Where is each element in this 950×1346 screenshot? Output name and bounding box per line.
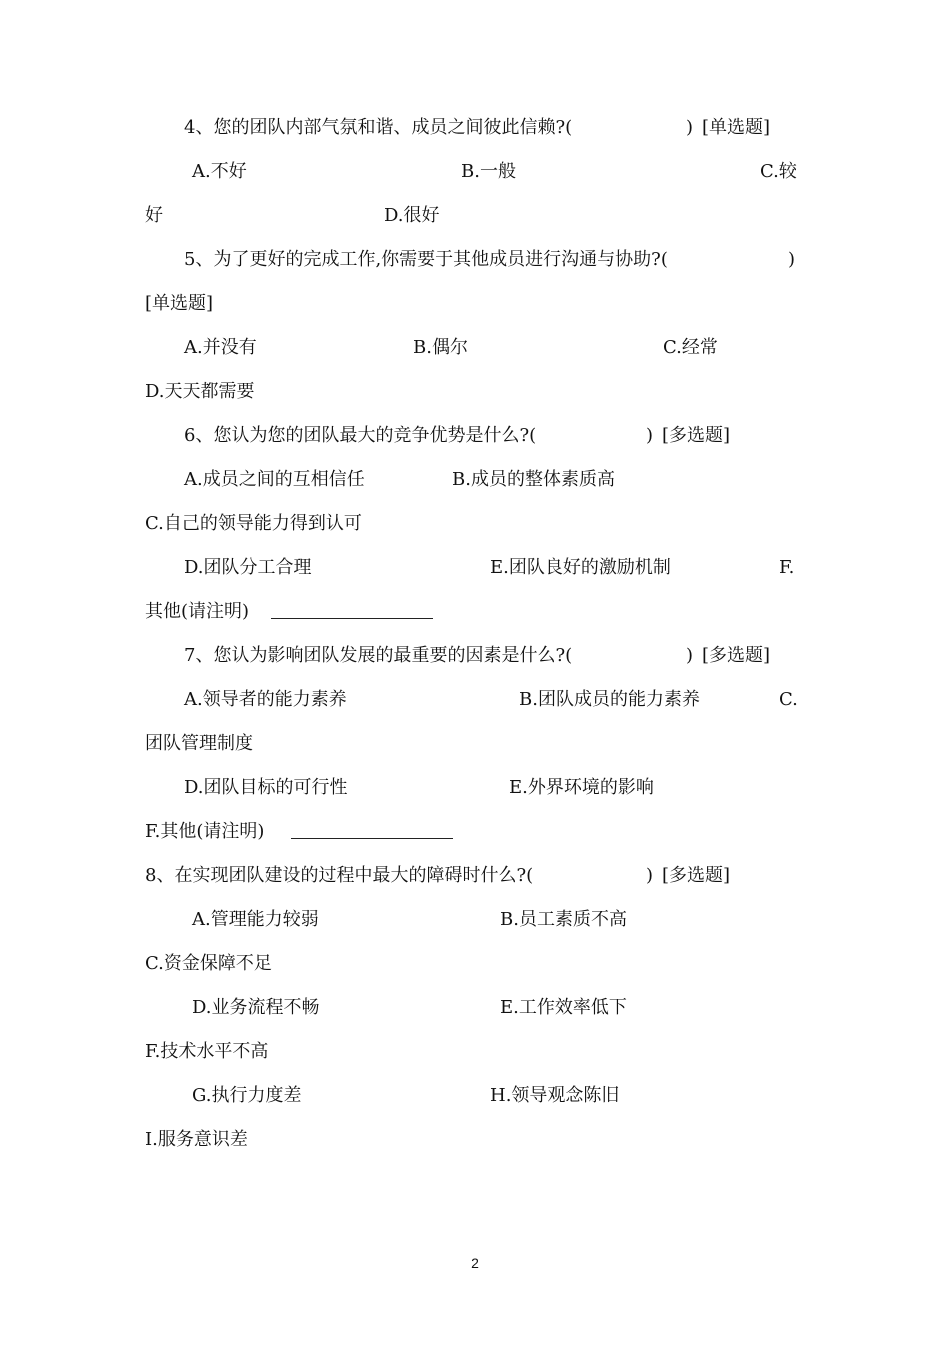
q8-paren-close: ): [646, 865, 654, 886]
q8-option-c: C.资金保障不足: [145, 953, 272, 974]
q8-option-b: B.员工素质不高: [500, 909, 627, 930]
q4-option-c: C.较: [760, 161, 797, 182]
q5-option-a: A.并没有: [184, 337, 257, 358]
q6-option-f-cont: 其他(请注明): [145, 601, 250, 622]
q8-option-f: F.技术水平不高: [145, 1041, 269, 1062]
q4-option-c-cont: 好: [145, 205, 163, 226]
q7-option-e: E.外界环境的影响: [509, 777, 654, 798]
q8-option-h: H.领导观念陈旧: [490, 1085, 620, 1106]
q7-option-c: C.: [779, 689, 798, 710]
q5-option-d: D.天天都需要: [145, 381, 255, 402]
page-number: 2: [471, 1255, 479, 1271]
q4-paren-close: ): [686, 117, 694, 138]
q5-type: [单选题]: [145, 293, 214, 314]
q6-other-blank[interactable]: [271, 600, 433, 626]
q5-option-c: C.经常: [663, 337, 718, 358]
q7-type: [多选题]: [702, 645, 771, 666]
q8-option-i: I.服务意识差: [145, 1129, 248, 1150]
q8-option-d: D.业务流程不畅: [192, 997, 320, 1018]
q8-option-g: G.执行力度差: [192, 1085, 302, 1106]
q7-option-b: B.团队成员的能力素养: [519, 689, 700, 710]
q6-stem: 6、您认为您的团队最大的竞争优势是什么?(: [184, 425, 537, 446]
q8-type: [多选题]: [662, 865, 731, 886]
q6-option-f: F.: [779, 557, 795, 578]
q7-paren-close: ): [686, 645, 694, 666]
q7-other-blank[interactable]: [291, 820, 453, 846]
q7-stem: 7、您认为影响团队发展的最重要的因素是什么?(: [184, 645, 573, 666]
q6-type: [多选题]: [662, 425, 731, 446]
q5-paren-close: ): [788, 249, 796, 270]
q7-option-a: A.领导者的能力素养: [184, 689, 347, 710]
q6-option-d: D.团队分工合理: [184, 557, 312, 578]
q6-paren-close: ): [646, 425, 654, 446]
q7-option-c-cont: 团队管理制度: [145, 733, 253, 754]
q4-type: [单选题]: [702, 117, 771, 138]
q6-option-e: E.团队良好的激励机制: [490, 557, 671, 578]
q6-option-a: A.成员之间的互相信任: [184, 469, 365, 490]
q8-option-a: A.管理能力较弱: [192, 909, 319, 930]
q6-option-c: C.自己的领导能力得到认可: [145, 513, 362, 534]
q8-stem: 8、在实现团队建设的过程中最大的障碍时什么?(: [145, 865, 534, 886]
q7-option-f: F.其他(请注明): [145, 821, 265, 842]
q8-option-e: E.工作效率低下: [500, 997, 627, 1018]
q6-option-b: B.成员的整体素质高: [452, 469, 615, 490]
q4-option-b: B.一般: [461, 161, 516, 182]
q5-stem: 5、为了更好的完成工作,你需要于其他成员进行沟通与协助?(: [184, 249, 668, 270]
q5-option-b: B.偶尔: [413, 337, 468, 358]
q4-option-d: D.很好: [384, 205, 440, 226]
q4-option-a: A.不好: [192, 161, 247, 182]
q7-option-d: D.团队目标的可行性: [184, 777, 348, 798]
q4-stem: 4、您的团队内部气氛和谐、成员之间彼此信赖?(: [184, 117, 573, 138]
